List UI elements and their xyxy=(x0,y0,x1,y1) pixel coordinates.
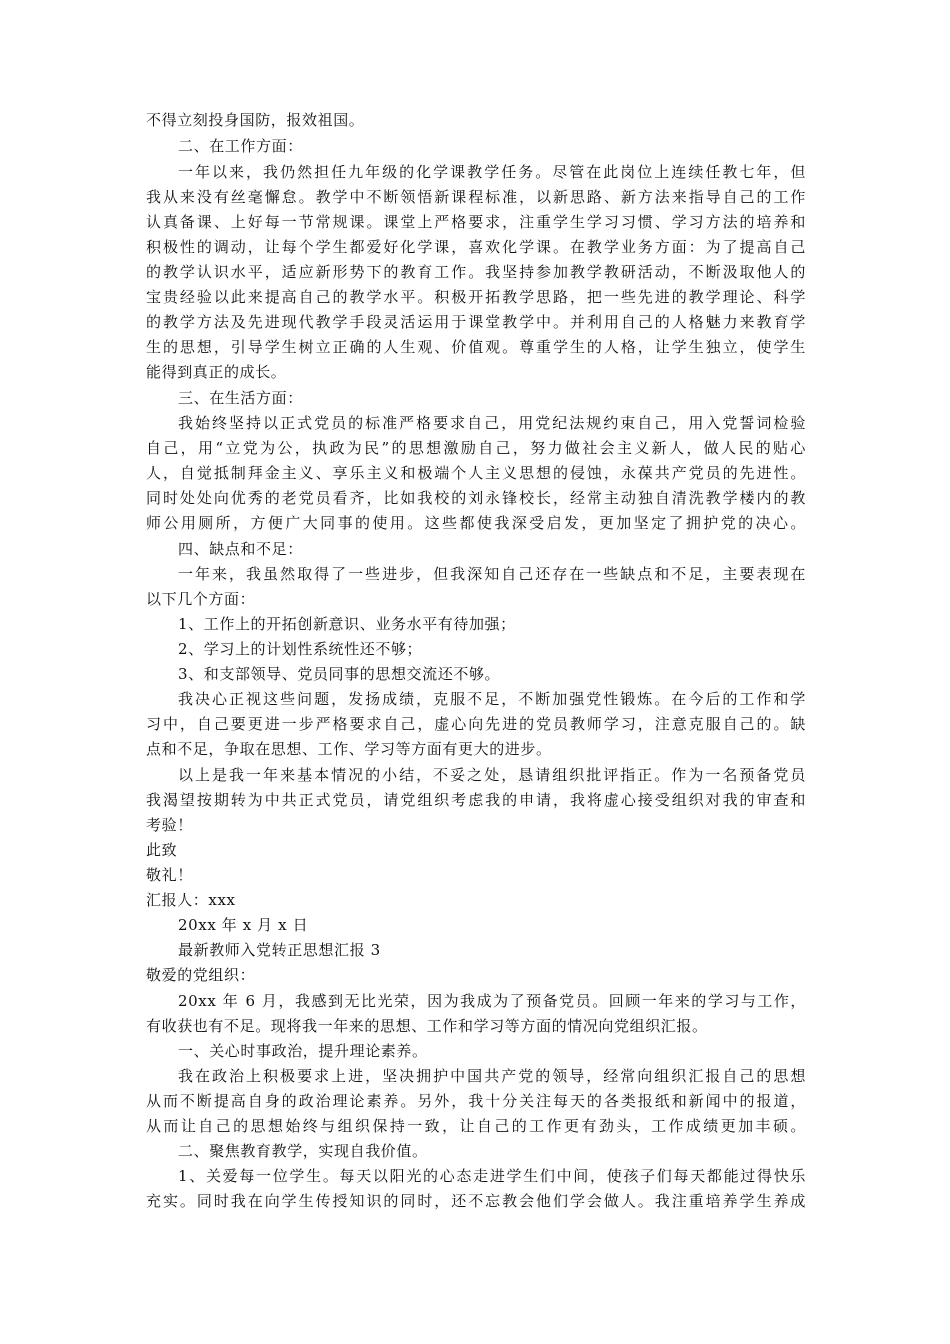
text-line: 考验！ xyxy=(146,816,193,834)
text-line: 我始终坚持以正式党员的标准严格要求自己，用党纪法规约束自己，用入党誓词检验 xyxy=(178,414,806,432)
text-line: 二、聚焦教育教学，实现自我价值。 xyxy=(178,1142,428,1160)
text-line: 以下几个方面： xyxy=(146,590,256,608)
text-line: 敬礼！ xyxy=(146,866,193,884)
text-line: 同时处处向优秀的老党员看齐，比如我校的刘永锋校长，经常主动独自清洗教学楼内的教 xyxy=(146,489,806,507)
text-line: 1、关爱每一位学生。每天以阳光的心态走进学生们中间，使孩子们每天都能过得快乐 xyxy=(178,1167,806,1185)
text-line: 从而不断提高自身的政治理论素养。另外，我十分关注每天的各类报纸和新闻中的报道， xyxy=(146,1092,806,1110)
text-line: 二、在工作方面： xyxy=(178,137,303,155)
text-line: 敬爱的党组织： xyxy=(146,966,256,984)
text-line: 20xx 年 x 月 x 日 xyxy=(178,916,309,934)
text-line: 点和不足，争取在思想、工作、学习等方面有更大的进步。 xyxy=(146,740,552,758)
text-line: 我决心正视这些问题，发扬成绩，克服不足，不断加强党性锻炼。在今后的工作和学 xyxy=(178,690,806,708)
text-line: 充实。同时我在向学生传授知识的同时，还不忘教会他们学会做人。我注重培养学生养成 xyxy=(146,1192,806,1210)
text-line: 自己，用“立党为公，执政为民”的思想激励自己，努力做社会主义新人，做人民的贴心 xyxy=(146,439,806,457)
text-line: 汇报人：xxx xyxy=(146,891,236,909)
text-line: 能得到真正的成长。 xyxy=(146,363,287,381)
text-line: 人，自觉抵制拜金主义、享乐主义和极端个人主义思想的侵蚀，永葆共产党员的先进性。 xyxy=(146,464,806,482)
text-line: 20xx 年 6 月，我感到无比光荣，因为我成为了预备党员。回顾一年来的学习与工作， xyxy=(178,992,806,1010)
text-line: 三、在生活方面： xyxy=(178,389,303,407)
text-line: 一年来，我虽然取得了一些进步，但我深知自己还存在一些缺点和不足，主要表现在 xyxy=(178,565,806,583)
text-line: 一年以来，我仍然担任九年级的化学课教学任务。尽管在此岗位上连续任教七年，但 xyxy=(178,163,806,181)
text-line: 2、学习上的计划性系统性还不够； xyxy=(178,640,423,658)
text-line: 的教学认识水平，适应新形势下的教育工作。我坚持参加教学教研活动，不断汲取他人的 xyxy=(146,263,806,281)
text-line: 的教学方法及先进现代教学手段灵活运用于课堂教学中。并利用自己的人格魅力来教育学 xyxy=(146,313,806,331)
text-line: 我在政治上积极要求上进，坚决拥护中国共产党的领导，经常向组织汇报自己的思想 xyxy=(178,1067,806,1085)
text-line: 认真备课、上好每一节常规课。课堂上严格要求，注重学生学习习惯、学习方法的培养和 xyxy=(146,213,806,231)
text-line: 有收获也有不足。现将我一年来的思想、工作和学习等方面的情况向党组织汇报。 xyxy=(146,1017,708,1035)
text-line: 师公用厕所，方便广大同事的使用。这些都使我深受启发，更加坚定了拥护党的决心。 xyxy=(146,514,806,532)
text-line: 我从来没有丝毫懈怠。教学中不断领悟新课程标准，以新思路、新方法来指导自己的工作 xyxy=(146,188,806,206)
text-line: 以上是我一年来基本情况的小结，不妥之处，恳请组织批评指正。作为一名预备党员 xyxy=(178,766,806,784)
text-line: 此致 xyxy=(146,841,178,859)
text-line: 一、关心时事政治，提升理论素养。 xyxy=(178,1042,428,1060)
text-line: 习中，自己要更进一步严格要求自己，虚心向先进的党员教师学习，注意克服自己的。缺 xyxy=(146,715,806,733)
text-line: 从而让自己的思想始终与组织保持一致，让自己的工作更有劲头，工作成绩更加丰硕。 xyxy=(146,1117,806,1135)
text-line: 不得立刻投身国防，报效祖国。 xyxy=(146,111,365,129)
text-line: 3、和支部领导、党员同事的思想交流还不够。 xyxy=(178,665,501,683)
text-line: 积极性的调动，让每个学生都爱好化学课，喜欢化学课。在教学业务方面：为了提高自己 xyxy=(146,238,806,256)
text-line: 四、缺点和不足： xyxy=(178,540,303,558)
text-line: 1、工作上的开拓创新意识、业务水平有待加强； xyxy=(178,615,516,633)
text-line: 生的思想，引导学生树立正确的人生观、价值观。尊重学生的人格，让学生独立，使学生 xyxy=(146,338,806,356)
text-line: 我渴望按期转为中共正式党员，请党组织考虑我的申请，我将虚心接受组织对我的审查和 xyxy=(146,791,806,809)
text-line: 最新教师入党转正思想汇报 3 xyxy=(178,941,381,959)
text-line: 宝贵经验以此来提高自己的教学水平。积极开拓教学思路，把一些先进的教学理论、科学 xyxy=(146,288,806,306)
